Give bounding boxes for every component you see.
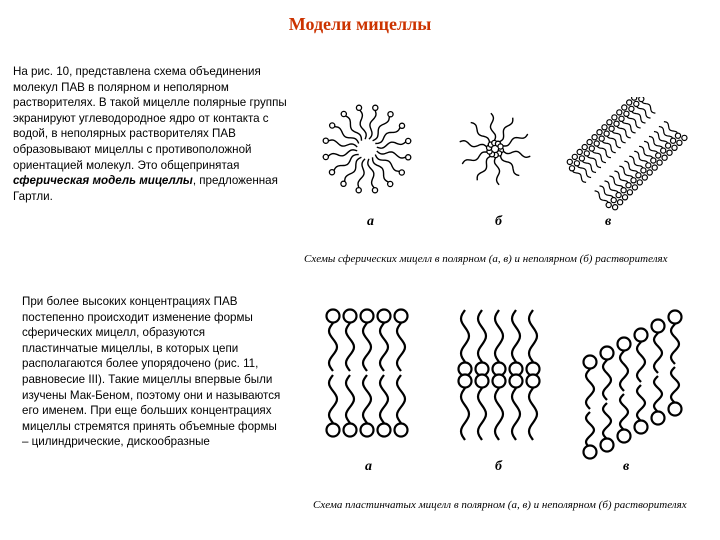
tail-chain bbox=[529, 310, 537, 362]
tail-chain bbox=[586, 369, 594, 409]
tail-chain bbox=[460, 141, 488, 148]
polar-head bbox=[652, 412, 665, 425]
polar-head bbox=[406, 138, 411, 143]
figure2-label-a: а bbox=[365, 459, 372, 474]
polar-head bbox=[682, 135, 687, 140]
polar-head bbox=[646, 163, 651, 168]
tail-chain bbox=[329, 375, 337, 423]
polar-head bbox=[629, 106, 634, 111]
polar-head bbox=[567, 159, 572, 164]
polar-head bbox=[613, 205, 618, 210]
tail-chain bbox=[461, 388, 469, 440]
polar-head bbox=[601, 439, 614, 452]
polar-head bbox=[577, 149, 582, 154]
polar-head bbox=[617, 110, 622, 115]
polar-head bbox=[635, 329, 648, 342]
tail-chain bbox=[377, 151, 406, 158]
polar-head bbox=[656, 153, 661, 158]
polar-head bbox=[599, 136, 604, 141]
polar-head bbox=[594, 141, 599, 146]
tail-chain bbox=[478, 310, 486, 362]
polar-head bbox=[344, 424, 357, 437]
polar-head bbox=[662, 155, 667, 160]
tail-chain bbox=[503, 151, 531, 158]
tail-chain bbox=[461, 310, 469, 362]
polar-head bbox=[569, 166, 574, 171]
lamellar-micelle-polar-c bbox=[584, 311, 682, 459]
figure2-label-c: в bbox=[623, 459, 630, 474]
paragraph1-text-after: , предложенная Гартли. bbox=[13, 174, 278, 203]
polar-head bbox=[327, 310, 340, 323]
lamellar-micelle-nonpolar-b bbox=[459, 310, 540, 440]
polar-head bbox=[677, 140, 682, 145]
polar-head bbox=[498, 144, 503, 149]
tail-chain bbox=[671, 324, 679, 364]
figure1-caption: Схемы сферических мицелл в полярном (а, в) и неполярном (б) растворителях bbox=[304, 253, 668, 265]
polar-head bbox=[606, 202, 611, 207]
tail-chain bbox=[345, 157, 362, 182]
tail-chain bbox=[603, 360, 611, 400]
polar-head bbox=[635, 421, 648, 434]
polar-head bbox=[609, 126, 614, 131]
polar-head bbox=[527, 375, 540, 388]
tail-chain bbox=[495, 157, 500, 185]
tail-chain bbox=[375, 155, 400, 172]
polar-head bbox=[611, 198, 616, 203]
polar-head bbox=[601, 347, 614, 360]
tail-chain bbox=[346, 323, 354, 371]
polar-head bbox=[584, 356, 597, 369]
polar-head bbox=[323, 138, 328, 143]
polar-head bbox=[607, 120, 612, 125]
polar-head bbox=[637, 180, 642, 185]
polar-head bbox=[395, 424, 408, 437]
polar-head bbox=[459, 375, 472, 388]
tail-chain bbox=[671, 367, 679, 403]
polar-head bbox=[657, 160, 662, 165]
tail-chain bbox=[637, 342, 645, 382]
tail-chain bbox=[358, 159, 365, 188]
polar-head bbox=[597, 130, 602, 135]
polar-head bbox=[626, 183, 631, 188]
tail-chain bbox=[495, 310, 503, 362]
paragraph1-text-before: На рис. 10, представлена схема объединения молекул ПАВ в полярном и неполярном растворителях. В такой мицелле полярные группы экранируют углеводородное ядро от контакта с водой, в неполярных растворителях ПАВ образовывают мицеллы с противоположной ориентацией молекул. Это общепринятая bbox=[13, 65, 287, 172]
tail-chain bbox=[380, 375, 388, 423]
polar-head bbox=[361, 424, 374, 437]
polar-head bbox=[614, 121, 619, 126]
polar-head bbox=[327, 424, 340, 437]
tail-chain bbox=[397, 375, 405, 423]
tail-chain bbox=[654, 376, 662, 412]
tail-chain bbox=[491, 113, 496, 141]
polar-head bbox=[399, 123, 404, 128]
figure2-caption: Схема пластинчатых мицелл в полярном (а, в) и неполярном (б) растворителях bbox=[313, 499, 687, 511]
polar-head bbox=[584, 446, 597, 459]
tail-chain bbox=[462, 152, 487, 164]
tail-chain bbox=[512, 388, 520, 440]
polar-head bbox=[584, 151, 589, 156]
polar-head bbox=[373, 105, 378, 110]
tail-chain bbox=[334, 127, 359, 144]
polar-head bbox=[642, 175, 647, 180]
polar-head bbox=[667, 150, 672, 155]
polar-head bbox=[671, 138, 676, 143]
polar-head bbox=[669, 311, 682, 324]
polar-head bbox=[632, 97, 637, 100]
cylindrical-micelle-polar-c bbox=[567, 97, 687, 210]
lamellar-micelle-polar-a bbox=[327, 310, 408, 437]
polar-head bbox=[672, 145, 677, 150]
figure1-label-c: в bbox=[605, 214, 612, 229]
paragraph-lamellar-micelles: При более высоких концентрациях ПАВ постепенно происходит изменение формы сферических мицелл, образуются пластинчатые мицеллы, в которых цепи располагаются более упорядочено (рис. 11, равновесие III). Такие мицеллы впервые были изучены Мак-Беном, поэтому они и называются его именем. При еще больших концентрациях мицеллы стремятся принять объемные формы – цилиндрические, дискообразные bbox=[22, 295, 281, 449]
polar-head bbox=[330, 123, 335, 128]
polar-head bbox=[632, 185, 637, 190]
spherical-micelle-nonpolar-b bbox=[460, 113, 531, 185]
polar-head bbox=[372, 188, 377, 193]
polar-head bbox=[621, 188, 626, 193]
polar-head bbox=[661, 148, 666, 153]
tail-chain bbox=[495, 388, 503, 440]
tail-chain bbox=[620, 394, 628, 430]
polar-head bbox=[651, 158, 656, 163]
polar-head bbox=[641, 168, 646, 173]
polar-head bbox=[323, 154, 328, 159]
tail-chain bbox=[363, 323, 371, 371]
polar-head bbox=[627, 100, 632, 105]
tail-chain bbox=[369, 110, 376, 139]
figure-lamellar-micelles bbox=[305, 302, 695, 482]
polar-head bbox=[604, 131, 609, 136]
polar-head bbox=[669, 403, 682, 416]
tail-chain bbox=[397, 323, 405, 371]
polar-head bbox=[356, 105, 361, 110]
figure2-label-b: б bbox=[495, 459, 502, 474]
polar-head bbox=[675, 133, 680, 138]
polar-head bbox=[510, 375, 523, 388]
polar-head bbox=[587, 140, 592, 145]
polar-head bbox=[619, 116, 624, 121]
polar-head bbox=[356, 188, 361, 193]
polar-head bbox=[341, 111, 346, 116]
tail-chain bbox=[500, 155, 519, 176]
polar-head bbox=[647, 170, 652, 175]
polar-head bbox=[627, 190, 632, 195]
polar-head bbox=[572, 154, 577, 159]
tail-chain bbox=[620, 351, 628, 391]
tail-chain bbox=[477, 156, 491, 180]
tail-chain bbox=[637, 385, 645, 421]
polar-head bbox=[378, 310, 391, 323]
tail-chain bbox=[586, 412, 594, 448]
tail-chain bbox=[363, 375, 371, 423]
polar-head bbox=[618, 338, 631, 351]
polar-head bbox=[602, 125, 607, 130]
polar-head bbox=[652, 165, 657, 170]
polar-head bbox=[579, 156, 584, 161]
polar-head bbox=[624, 111, 629, 116]
tail-chain bbox=[502, 134, 527, 146]
polar-head bbox=[666, 143, 671, 148]
polar-head bbox=[639, 97, 644, 102]
paragraph-spherical-model bbox=[13, 64, 293, 204]
polar-head bbox=[574, 161, 579, 166]
tail-chain bbox=[346, 375, 354, 423]
page-title: Модели мицеллы bbox=[288, 14, 432, 34]
polar-head bbox=[592, 135, 597, 140]
polar-head bbox=[612, 115, 617, 120]
tail-chain bbox=[603, 403, 611, 439]
polar-head bbox=[634, 101, 639, 106]
figure1-label-a: а bbox=[367, 214, 374, 229]
figure1-label-b: б bbox=[495, 214, 502, 229]
polar-head bbox=[344, 310, 357, 323]
polar-head bbox=[589, 146, 594, 151]
polar-head bbox=[388, 112, 393, 117]
polar-head bbox=[631, 178, 636, 183]
polar-head bbox=[582, 145, 587, 150]
paragraph1-emphasis: сферическая модель мицеллы bbox=[13, 174, 193, 188]
tail-chain bbox=[478, 388, 486, 440]
spherical-micelle-polar-a bbox=[323, 105, 411, 193]
polar-head bbox=[622, 195, 627, 200]
polar-head bbox=[329, 170, 334, 175]
polar-head bbox=[399, 170, 404, 175]
tail-chain bbox=[380, 323, 388, 371]
polar-head bbox=[388, 181, 393, 186]
polar-head bbox=[636, 173, 641, 178]
polar-head bbox=[493, 375, 506, 388]
figure-spherical-micelles bbox=[305, 97, 695, 232]
tail-chain bbox=[654, 333, 662, 373]
polar-head bbox=[618, 430, 631, 443]
polar-head bbox=[476, 375, 489, 388]
tail-chain bbox=[499, 118, 513, 142]
tail-chain bbox=[373, 116, 390, 141]
tail-chain bbox=[328, 140, 357, 147]
tail-chain bbox=[529, 388, 537, 440]
polar-head bbox=[622, 105, 627, 110]
polar-head bbox=[341, 181, 346, 186]
polar-head bbox=[378, 424, 391, 437]
polar-head bbox=[652, 320, 665, 333]
tail-chain bbox=[329, 323, 337, 371]
tail-chain bbox=[471, 123, 490, 144]
polar-head bbox=[361, 310, 374, 323]
polar-head bbox=[616, 193, 621, 198]
polar-head bbox=[395, 310, 408, 323]
polar-head bbox=[618, 200, 623, 205]
tail-chain bbox=[512, 310, 520, 362]
polar-head bbox=[406, 155, 411, 160]
